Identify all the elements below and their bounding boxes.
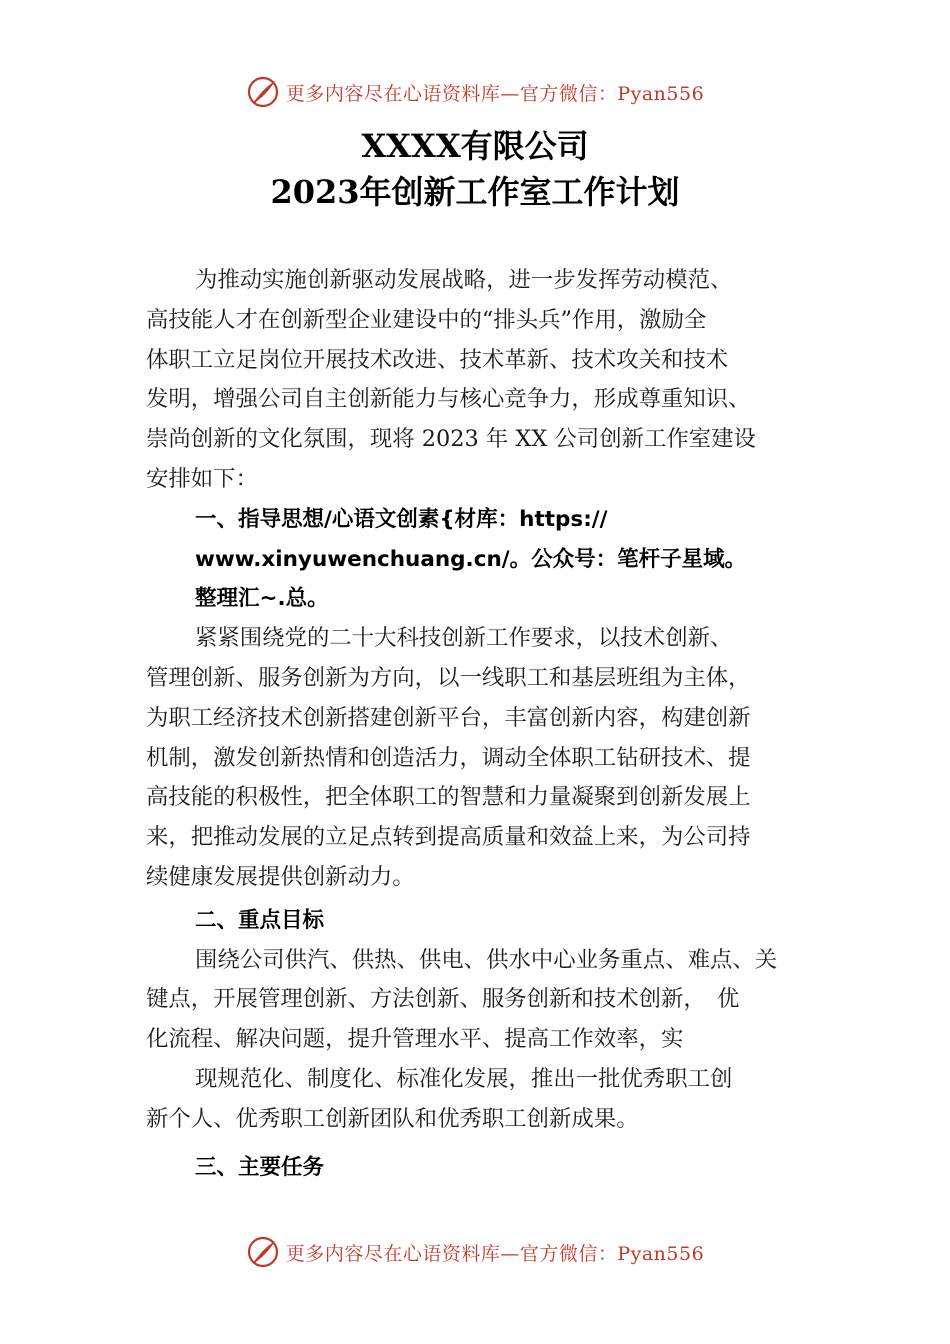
watermark-text: 更多内容尽在心语资料库—官方微信：Pyan556 <box>285 82 705 105</box>
heading-line: 三、主要任务 <box>195 1154 325 1180</box>
text-line: 安排如下： <box>146 465 258 492</box>
text-line: 体职工立足岗位开展技术改进、技术革新、技术攻关和技术 <box>146 346 729 373</box>
text-line: 来，把推动发展的立足点转到提高质量和效益上来，为公司持 <box>146 824 751 851</box>
intro-paragraph <box>146 261 816 500</box>
section-2-heading <box>146 901 816 941</box>
section-1-paragraph <box>146 619 816 898</box>
text-line: 管理创新、服务创新为方向，以一线职工和基层班组为主体， <box>146 664 751 691</box>
text-line: 机制，激发创新热情和创造活力，调动全体职工钻研技术、提 <box>146 744 751 771</box>
header-watermark <box>0 72 950 112</box>
text-line: 键点，开展管理创新、方法创新、服务创新和技术创新， 优 <box>146 986 740 1013</box>
section-1-heading <box>146 500 816 619</box>
text-line: 发明，增强公司自主创新能力与核心竞争力，形成尊重知识、 <box>146 386 751 413</box>
footer-watermark <box>0 1232 950 1272</box>
text-line: 高技能的积极性，把全体职工的智慧和力量凝聚到创新发展上 <box>146 784 751 811</box>
text-line: 新个人、优秀职工创新团队和优秀职工创新成果。 <box>146 1105 639 1132</box>
text-line: 现规范化、制度化、标准化发展，推出一批优秀职工创 <box>195 1065 733 1092</box>
text-line: 围绕公司供汽、供热、供电、供水中心业务重点、难点、关 <box>195 946 778 973</box>
quill-logo-icon <box>246 1235 280 1269</box>
text-line: 化流程、解决问题，提升管理水平、提高工作效率，实 <box>146 1026 684 1053</box>
quill-logo-icon <box>246 75 280 109</box>
document-body <box>146 261 816 1187</box>
text-line: 高技能人才在创新型企业建设中的“排头兵”作用，激励全 <box>146 306 707 333</box>
watermark-text: 更多内容尽在心语资料库—官方微信：Pyan556 <box>285 1242 705 1265</box>
section-2-paragraph <box>146 941 816 1140</box>
heading-line: 一、指导思想/心语文创素{材库：https:// <box>195 506 608 532</box>
document-title-plan: 2023年创新工作室工作计划 <box>270 173 680 211</box>
heading-line: 二、重点目标 <box>195 907 325 933</box>
text-line: 续健康发展提供创新动力。 <box>146 863 415 890</box>
section-3-heading <box>146 1148 816 1188</box>
text-line: 紧紧围绕党的二十大科技创新工作要求，以技术创新、 <box>195 625 733 652</box>
heading-line: 整理汇~.总。 <box>195 586 329 612</box>
text-line: 为职工经济技术创新搭建创新平台，丰富创新内容，构建创新 <box>146 704 751 731</box>
text-line: 为推动实施创新驱动发展战略，进一步发挥劳动模范、 <box>195 267 733 293</box>
document-title-company: XXXX有限公司 <box>361 127 589 165</box>
text-line: 崇尚创新的文化氛围，现将 2023 年 XX 公司创新工作室建设 <box>146 426 756 453</box>
heading-line: www.xinyuwenchuang.cn/。公众号：笔杆子星域。 <box>195 546 747 572</box>
